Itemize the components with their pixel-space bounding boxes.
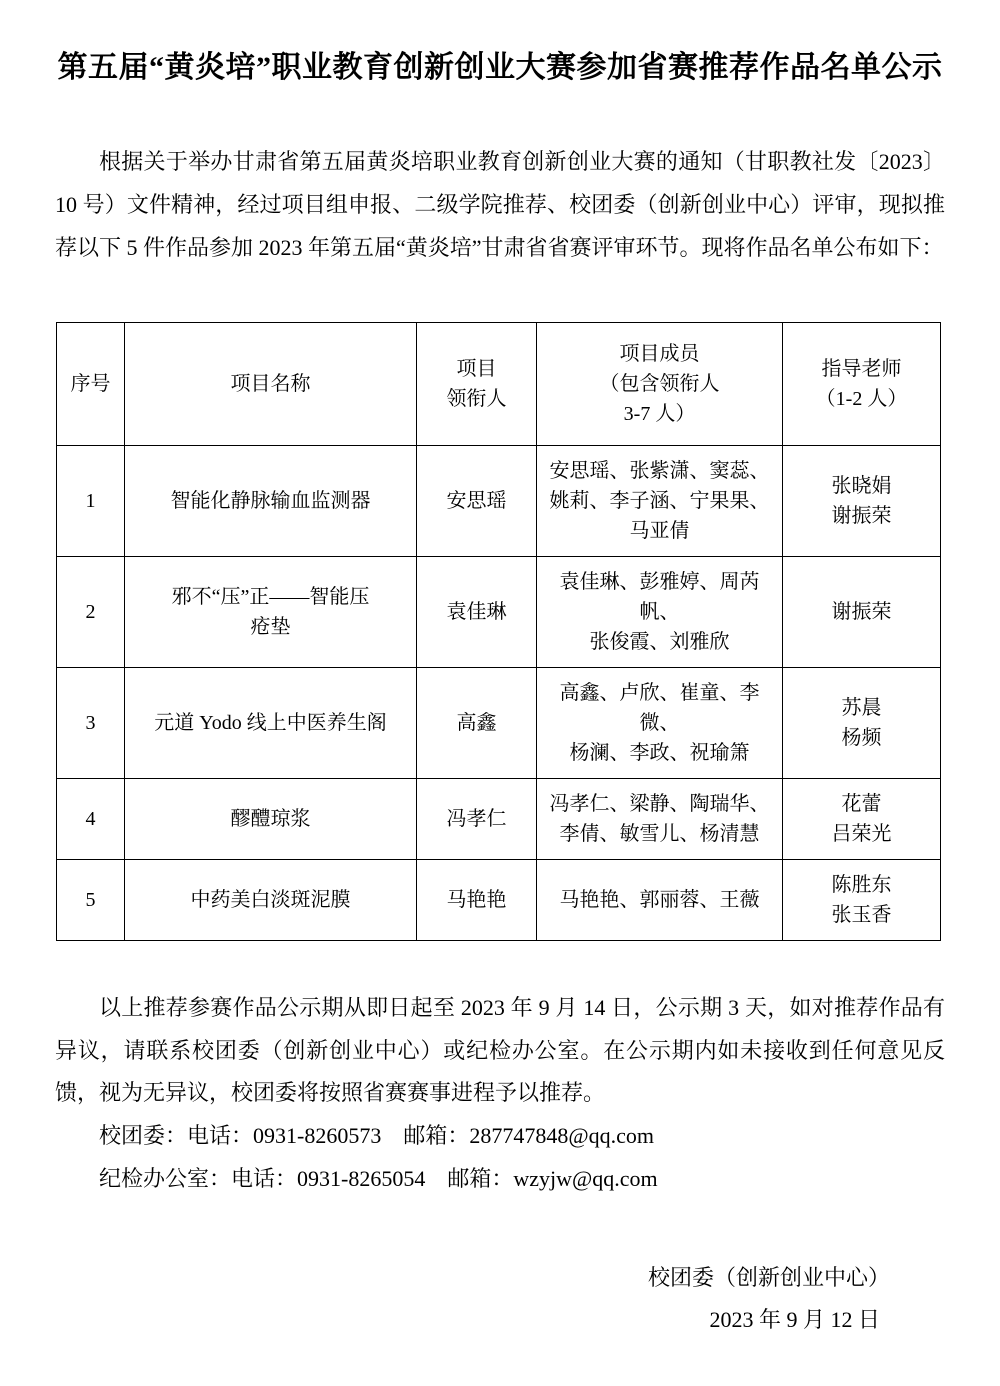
- table-header-no: 序号: [57, 322, 125, 445]
- signature-org: 校团委（创新创业中心）: [647, 1265, 890, 1291]
- row-teachers: 张晓娟 谢振荣: [783, 445, 941, 556]
- row-members: 冯孝仁、梁静、陶瑞华、 李倩、敏雪儿、杨清慧: [537, 778, 783, 859]
- row-no: 3: [57, 667, 125, 778]
- row-teachers: 谢振荣: [783, 556, 941, 667]
- page-title: 第五届“黄炎培”职业教育创新创业大赛参加省赛推荐作品名单公示: [57, 51, 943, 84]
- row-leader: 马艳艳: [417, 859, 537, 940]
- intro-paragraph: 根据关于举办甘肃省第五届黄炎培职业教育创新创业大赛的通知（甘职教社发〔2023〕10 号）文件精神，经过项目组申报、二级学院推荐、校团委（创新创业中心）评审，现拟推荐以下 5 件作品参加 2023 年第五届“黄炎培”甘肃省省赛评审环节。现将作品名单公布如下：: [55, 149, 945, 260]
- signature-block: [55, 1257, 945, 1341]
- row-project: 元道 Yodo 线上中医养生阁: [125, 667, 417, 778]
- row-project: 智能化静脉输血监测器: [125, 445, 417, 556]
- table-row: [57, 556, 941, 667]
- recommended-works-table: [56, 322, 941, 941]
- row-members: 安思瑶、张紫潇、窦蕊、 姚莉、李子涵、宁果果、 马亚倩: [537, 445, 783, 556]
- row-no: 5: [57, 859, 125, 940]
- row-members: 袁佳琳、彭雅婷、周芮帆、 张俊霞、刘雅欣: [537, 556, 783, 667]
- table-header-teachers: 指导老师 （1-2 人）: [783, 322, 941, 445]
- table-header-leader: 项目 领衔人: [417, 322, 537, 445]
- row-teachers: 花蕾 吕荣光: [783, 778, 941, 859]
- row-teachers: 苏晨 杨频: [783, 667, 941, 778]
- row-project: 中药美白淡斑泥膜: [125, 859, 417, 940]
- table-header-row: [57, 322, 941, 445]
- row-leader: 安思瑶: [417, 445, 537, 556]
- table-row: [57, 859, 941, 940]
- contact-discipline-office: 纪检办公室：电话：0931-8265054 邮箱：wzyjw@qq.com: [99, 1166, 658, 1192]
- row-leader: 高鑫: [417, 667, 537, 778]
- row-members: 马艳艳、郭丽蓉、王薇: [537, 859, 783, 940]
- row-members: 高鑫、卢欣、崔童、李微、 杨澜、李政、祝瑜箫: [537, 667, 783, 778]
- signature-date: 2023 年 9 月 12 日: [709, 1306, 880, 1332]
- row-leader: 冯孝仁: [417, 778, 537, 859]
- row-no: 2: [57, 556, 125, 667]
- table-row: [57, 667, 941, 778]
- row-no: 4: [57, 778, 125, 859]
- table-row: [57, 445, 941, 556]
- contact-youth-league: 校团委：电话：0931-8260573 邮箱：287747848@qq.com: [99, 1123, 654, 1149]
- row-project: 邪不“压”正——智能压 疮垫: [125, 556, 417, 667]
- table-row: [57, 778, 941, 859]
- table-header-members: 项目成员 （包含领衔人 3-7 人）: [537, 322, 783, 445]
- row-no: 1: [57, 445, 125, 556]
- row-leader: 袁佳琳: [417, 556, 537, 667]
- table-header-project: 项目名称: [125, 322, 417, 445]
- notice-paragraph: 以上推荐参赛作品公示期从即日起至 2023 年 9 月 14 日，公示期 3 天，如对推荐作品有异议，请联系校团委（创新创业中心）或纪检办公室。在公示期内如未接收到任何意见反馈，视为无异议，校团委将按照省赛赛事进程予以推荐。: [55, 994, 945, 1106]
- row-teachers: 陈胜东 张玉香: [783, 859, 941, 940]
- row-project: 醪醴琼浆: [125, 778, 417, 859]
